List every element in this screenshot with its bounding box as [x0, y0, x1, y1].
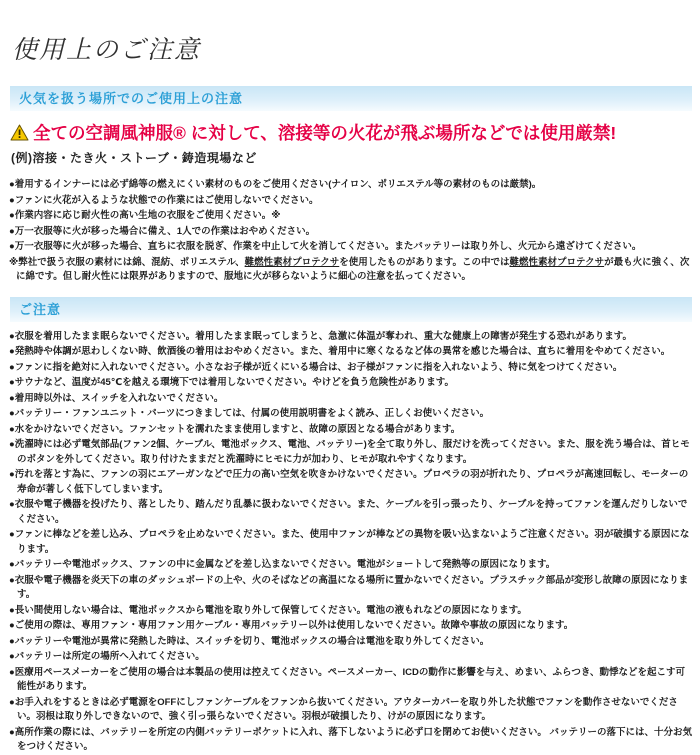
example-line: (例)溶接・たき火・ストーブ・鋳造現場など	[11, 151, 257, 165]
general-caution-item: ●バッテリーや電池が異常に発熱した時は、スイッチを切り、電池ボックスの場合は電池を取り外してください。	[9, 635, 490, 647]
general-caution-item: ●ご使用の際は、専用ファン・専用ファン用ケーブル・専用バッテリー以外は使用しないでください。故障や事故の原因になります。	[9, 620, 574, 631]
general-caution-item: ●衣服や電子機器を投げたり、落としたり、踏んだり乱暴に扱わないでください。また、ケーブルを引っ張ったり、ケーブルを持ってファンを運んだりしないでください。	[9, 499, 688, 525]
general-caution-item: ●サウナなど、温度が45℃を越える環境下では着用しないでください。やけどを負う危険性があります。	[9, 377, 455, 388]
general-caution-item: ●バッテリーは所定の場所へ入れてください。	[9, 651, 205, 662]
general-caution-item: ●ファンに棒などを差し込み、プロペラを止めないでください。また、使用中ファンが棒などの異物を吸い込まないようご注意ください。羽が破損する原因になります。	[9, 529, 690, 555]
general-caution-item: ●着用時以外は、スイッチを入れないでください。	[9, 392, 224, 404]
general-caution-item: ●衣服や電子機器を炎天下の車のダッシュボードの上や、火のそばなどの高温になる場所に置かないでください。プラスチック部品が変形し故障の原因になります。	[9, 574, 689, 600]
fire-precaution-item: ●作業内容に応じ耐火性の高い生地の衣服をご使用ください。※	[9, 210, 281, 221]
fire-warning	[10, 120, 692, 145]
general-caution-item: ●高所作業の際には、バッテリーを所定の内側バッテリーポケットに入れ、落下しないように必ず口を閉めてお使いください。 バッテリーの落下には、十分お気をつけください。	[9, 726, 692, 752]
fire-precautions-list	[8, 178, 692, 255]
general-caution-item: ●バッテリーや電池ボックス、ファンの中に金属などを差し込まないでください。電池がショートして発熱等の原因になります。	[9, 559, 556, 570]
caution-section-header	[10, 297, 692, 322]
warning-triangle-icon	[10, 124, 29, 141]
fire-precaution-item: ●万一衣服等に火が移った場合に備え、1人での作業はおやめください。	[9, 225, 316, 237]
page-title: 使用上のご注意	[12, 36, 202, 64]
general-caution-item: ●汚れを落とす為に、ファンの羽にエアーガンなどで圧力の高い空気を吹きかけないでください。プロペラの羽が折れたり、プロペラが高速回転し、モーターの寿命が著しく低下してしまいます。	[9, 469, 689, 495]
caution-section-header-label: ご注意	[19, 301, 62, 317]
general-caution-item: ●バッテリー・ファンユニット・パーツにつきましては、付属の使用説明書をよく読み、正しくお使いください。	[9, 408, 490, 419]
fire-precaution-item: ●万一衣服等に火が移った場合、直ちに衣服を脱ぎ、作業を中止して火を消してください。またバッテリーは取り外し、火元から遠ざけてください。	[9, 241, 642, 252]
fabric-note: ※弊社で扱う衣服の素材には綿、混紡、ポリエステル、難燃性素材プロテクサを使用したものがあります。この中では難燃性素材プロテクサが最も火に強く、次に綿です。但し耐火性には限界がありますので、服地に火が移らないように細心の注意を払ってください。	[9, 256, 690, 282]
general-cautions-list	[8, 330, 692, 755]
general-caution-item: ●発熱時や体調が思わしくない時、飲酒後の着用はおやめください。また、着用中に寒くなるなど体の異常を感じた場合は、直ちに着用をやめてください。	[9, 346, 671, 357]
general-caution-item: ●長い間使用しない場合は、電池ボックスから電池を取り外して保管してください。電池の液もれなどの原因になります。	[9, 604, 527, 616]
general-caution-item: ●医療用ペースメーカーをご使用の場合は本製品の使用は控えてください。ペースメーカー、ICDの動作に影響を与え、めまい、ふらつき、動悸などを起こす可能性があります。	[9, 666, 685, 692]
fire-warning-text: 全ての空調風神服® に対して、溶接等の火花が飛ぶ場所などでは使用厳禁!	[33, 123, 617, 143]
general-caution-item: ●水をかけないでください。ファンセットを濡れたまま使用しますと、故障の原因となる場合があります。	[9, 423, 461, 435]
spacer	[8, 322, 692, 330]
fire-section-header	[10, 86, 692, 111]
general-caution-item: ●衣服を着用したまま眠らないでください。着用したまま眠ってしまうと、急激に体温が奪われ、重大な健康上の障害が発生する恐れがあります。	[9, 330, 633, 342]
spacer	[8, 285, 692, 297]
fire-precaution-item: ●ファンに火花が入るような状態での作業にはご使用しないでください。	[9, 194, 319, 206]
fire-precaution-item: ●着用するインナーには必ず綿等の燃えにくい素材のものをご使用ください(ナイロン、ポリエステル等の素材のものは厳禁)。	[9, 179, 542, 190]
general-caution-item: ●ファンに指を絶対に入れないでください。小さなお子様が近くにいる場合は、お子様がファンに指を入れないよう、特に気をつけてください。	[9, 361, 623, 373]
fire-section-header-label: 火気を扱う場所でのご使用上の注意	[19, 91, 244, 106]
general-caution-item: ●洗濯時には必ず電気部品(ファン2個、ケーブル、電池ボックス、電池、バッテリー)を全て取り外し、服だけを洗ってください。また、服を洗う場合は、首ヒモのボタンを外してください。取り付けたままだと洗濯時にヒモに力が加わり、ヒモが取れやすくなります。	[9, 439, 690, 465]
general-caution-item: ●お手入れをするときは必ず電源をOFFにしファンケーブルをファンから抜いてください。アウターカバーを取り外した状態でファンを動作させないでください。羽根は取り外しできないので、強く引っ張らないでください。羽根が破損したり、けがの原因になります。	[9, 696, 678, 722]
